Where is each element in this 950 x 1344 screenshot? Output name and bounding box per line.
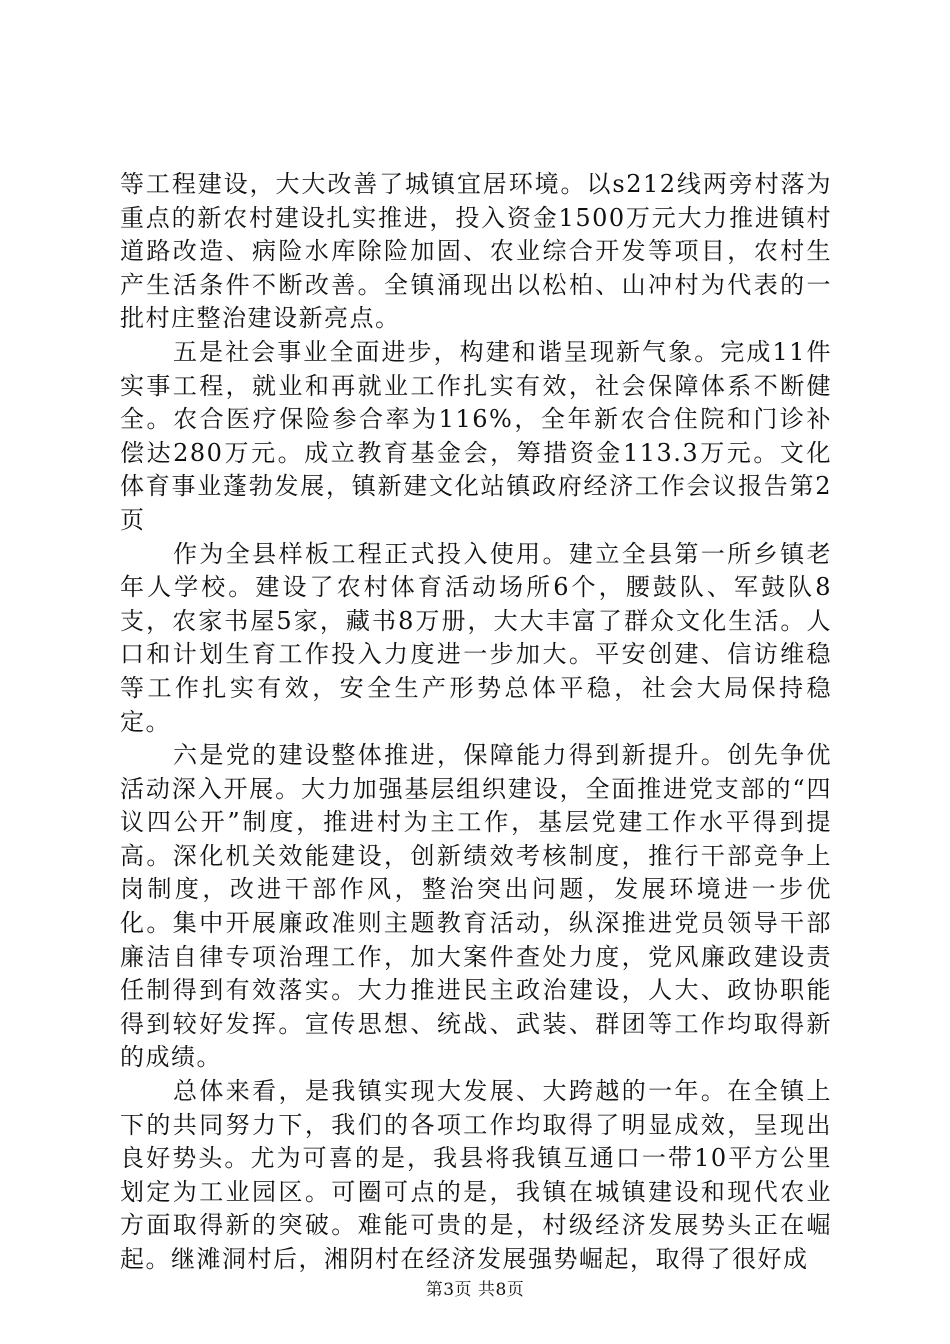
paragraph-3: 作为全县样板工程正式投入使用。建立全县第一所乡镇老年人学校。建设了农村体育活动场所6个，腰鼓队、军鼓队8支，农家书屋5家，藏书8万册，大大丰富了群众文化生活。人口和计划生育工作投入力度进一步加大。平安创建、信访维稳等工作扎实有效，安全生产形势总体平稳，社会大局保持稳定。 (120, 539, 832, 736)
paragraph-5: 总体来看，是我镇实现大发展、大跨越的一年。在全镇上下的共同努力下，我们的各项工作均取得了明显成效，呈现出良好势头。尤为可喜的是，我县将我镇互通口一带10平方公里划定为工业园区。可圈可点的是，我镇在城镇建设和现代农业方面取得新的突破。难能可贵的是，村级经济发展势头正在崛起。继滩洞村后，湘阴村在经济发展强势崛起，取得了很好成 (120, 1077, 832, 1273)
page-number-footer: 第3页 共8页 (425, 1280, 525, 1300)
document-body (120, 168, 832, 1277)
paragraph-1: 等工程建设，大大改善了城镇宜居环境。以s212线两旁村落为重点的新农村建设扎实推进，投入资金1500万元大力推进镇村道路改造、病险水库除险加固、农业综合开发等项目，农村生产生活条件不断改善。全镇涌现出以松柏、山冲村为代表的一批村庄整治建设新亮点。 (120, 170, 832, 333)
paragraph-2: 五是社会事业全面进步，构建和谐呈现新气象。完成11件实事工程，就业和再就业工作扎实有效，社会保障体系不断健全。农合医疗保险参合率为116%，全年新农合住院和门诊补偿达280万元。成立教育基金会，筹措资金113.3万元。文化体育事业蓬勃发展，镇新建文化站镇政府经济工作会议报告第2页 (120, 337, 832, 534)
paragraph-4: 六是党的建设整体推进，保障能力得到新提升。创先争优活动深入开展。大力加强基层组织建设，全面推进党支部的“四议四公开”制度，推进村为主工作，基层党建工作水平得到提高。深化机关效能建设，创新绩效考核制度，推行干部竞争上岗制度，改进干部作风，整治突出问题，发展环境进一步优化。集中开展廉政准则主题教育活动，纵深推进党员领导干部廉洁自律专项治理工作，加大案件查处力度，党风廉政建设责任制得到有效落实。大力推进民主政治建设，人大、政协职能得到较好发挥。宣传思想、统战、武装、群团等工作均取得新的成绩。 (120, 741, 832, 1072)
